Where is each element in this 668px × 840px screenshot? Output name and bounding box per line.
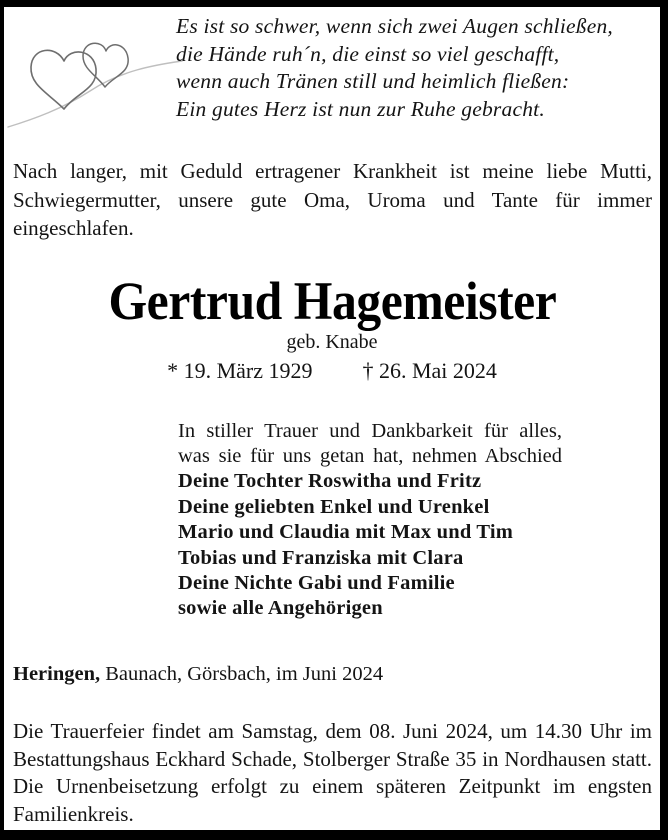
place-secondary: Baunach, Görsbach, im Juni 2024 (100, 662, 384, 685)
mourner-line: sowie alle Angehörigen (178, 597, 383, 620)
death-date: † 26. Mai 2024 (362, 357, 497, 383)
mourner-line: Deine Nichte Gabi und Familie (178, 571, 455, 594)
mourner-line: Deine geliebten Enkel und Urenkel (178, 495, 490, 518)
birth-date: * 19. März 1929 (167, 357, 313, 383)
hearts-icon (4, 21, 194, 139)
mourner-line: Deine Tochter Roswitha und Fritz (178, 470, 482, 493)
memorial-poem (176, 13, 613, 123)
notice-header (4, 7, 660, 135)
poem-line: wenn auch Tränen still und heimlich fließen: (176, 69, 570, 93)
poem-line: die Hände ruh´n, die einst so viel geschafft, (176, 41, 560, 66)
place-primary: Heringen, (13, 662, 101, 685)
funeral-info-paragraph: Die Trauerfeier findet am Samstag, dem 08. Juni 2024, um 14.30 Uhr im Bestattungshaus Eckhard Schade, Stolberger Straße 35 in Nordhausen statt. Die Urnenbeisetzung erfolgt zu einem späteren Zeitpunkt im engsten Familienkreis. (13, 718, 652, 827)
name-block (4, 270, 660, 331)
maiden-name: geb. Knabe (286, 330, 378, 353)
place-and-date-line (13, 662, 652, 686)
mourning-intro-line: was sie für uns getan hat, nehmen Abschied (178, 444, 562, 467)
life-dates (4, 357, 660, 384)
mourning-intro-line: In stiller Trauer und Dankbarkeit für alles, (178, 419, 562, 442)
intro-paragraph: Nach langer, mit Geduld ertragener Krankheit ist meine liebe Mutti, Schwiegermutter, unsere gute Oma, Uroma und Tante für immer eingeschlafen. (13, 159, 652, 240)
mourners-section (178, 419, 660, 622)
deceased-name: Gertrud Hagemeister (108, 270, 556, 331)
swoosh-line (8, 61, 182, 127)
poem-line: Ein gutes Herz ist nun zur Ruhe gebracht. (176, 96, 545, 121)
large-heart-outline (31, 50, 96, 109)
mourner-line: Tobias und Franziska mit Clara (178, 546, 464, 569)
poem-line: Es ist so schwer, wenn sich zwei Augen schließen, (176, 14, 613, 38)
small-heart-outline (83, 43, 128, 87)
mourner-line: Mario und Claudia mit Max und Tim (178, 521, 514, 544)
